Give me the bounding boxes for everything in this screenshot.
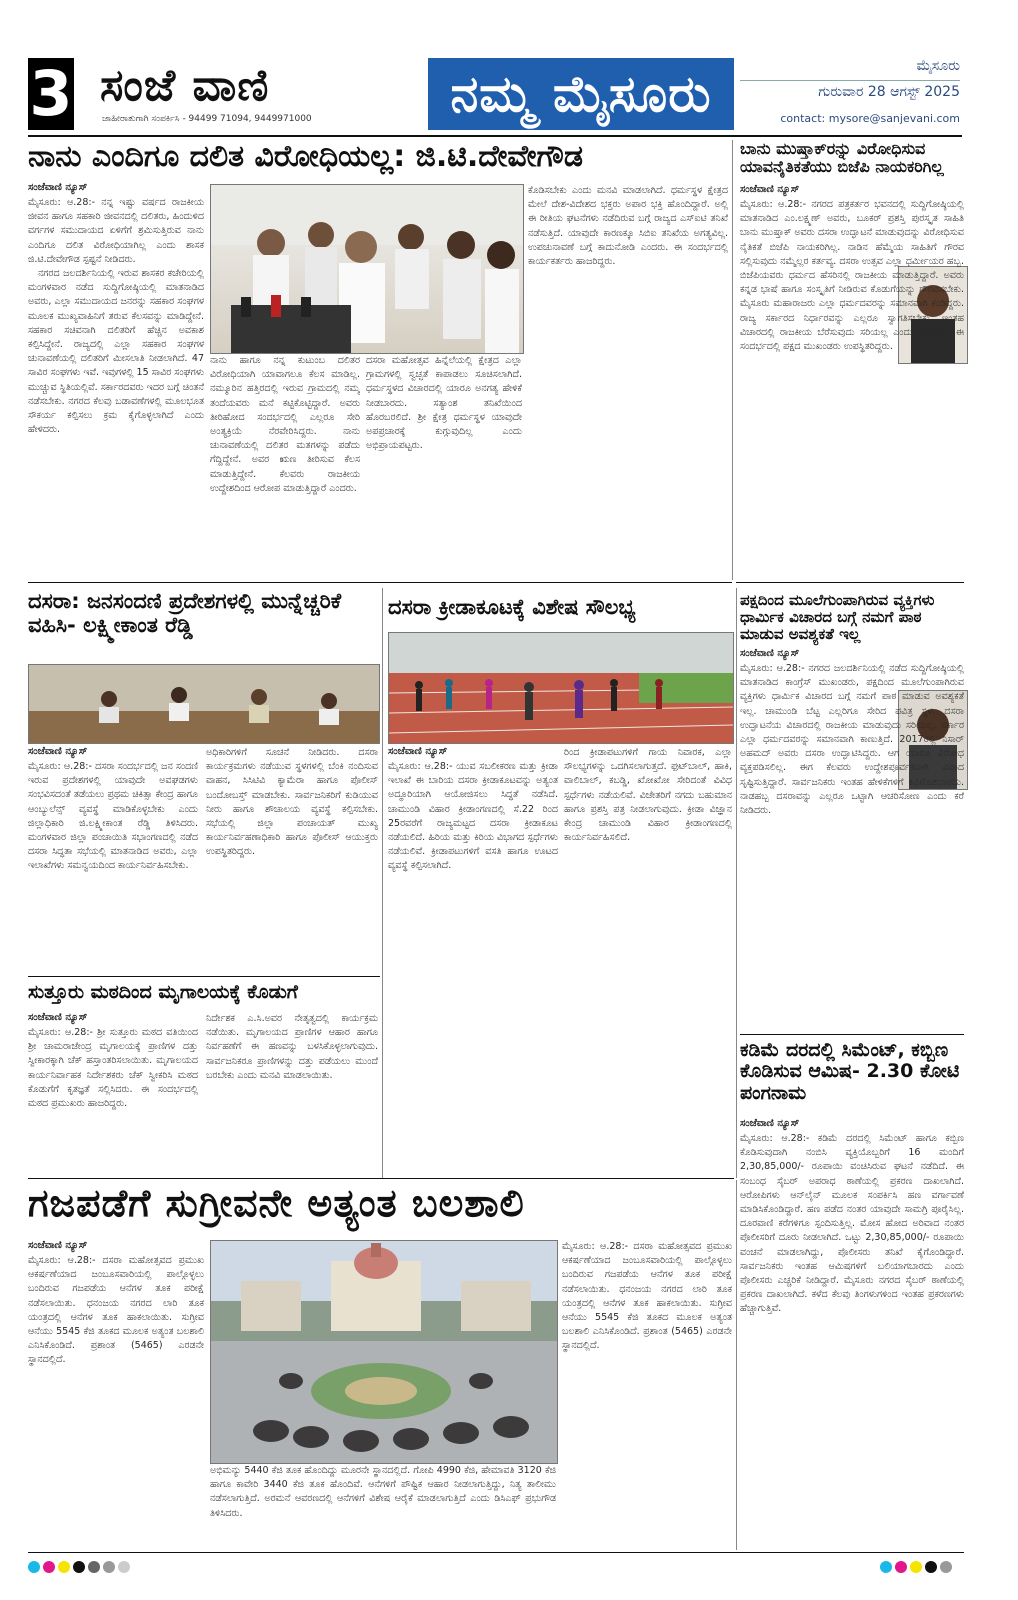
byline-banu: ಸಂಜೆವಾಣಿ ನ್ಯೂಸ್ xyxy=(740,184,800,195)
article-banu-body: ಮೈಸೂರು: ಆ.28:- ನಗರದ ಪತ್ರಕರ್ತರ ಭವನದಲ್ಲಿ ಸುದ್ದಿಗೋಷ್ಠಿಯಲ್ಲಿ ಮಾತನಾಡಿದ ಎಂ.ಲಕ್ಷ್ಮಣ್ ಅವರು, ಬೂಕರ್ ಪ್ರಶಸ್ತಿ ಪುರಸ್ಕೃತ ಸಾಹಿತಿ ಬಾನು ಮುಷ್ತಾಕ್ ಅವರು ದಸರಾ ಉದ್ಘಾಟನೆ ಮಾಡುವುದನ್ನು ವಿರೋಧಿಸುವ ನೈತಿಕತೆ ಬಿಜೆಪಿ ನಾಯಕರಿಗಿಲ್ಲ. ನಾಡಿನ ಹೆಮ್ಮೆಯ ಸಾಹಿತಿಗೆ ಗೌರವ ಸಲ್ಲಿಸುವುದು ನಮ್ಮೆಲ್ಲರ ಕರ್ತವ್ಯ. ದಸರಾ ಉತ್ಸವ ಎಲ್ಲಾ ಧರ್ಮೀಯರ ಹಬ್ಬ. ಬಿಜೆಪಿಯವರು ಧರ್ಮದ ಹೆಸರಿನಲ್ಲಿ ರಾಜಕೀಯ ಮಾಡುತ್ತಿದ್ದಾರೆ. ಅವರು ಕನ್ನಡ ಭಾಷೆ ಹಾಗೂ ಸಂಸ್ಕೃತಿಗೆ ನೀಡಿರುವ ಕೊಡುಗೆಯನ್ನು ಗೌರವಿಸಬೇಕು. ಮೈಸೂರು ಮಹಾರಾಜರು ಎಲ್ಲಾ ಧರ್ಮದವರನ್ನು ಸಮಾನವಾಗಿ ಕಂಡಿದ್ದರು. ರಾಜ್ಯ ಸರ್ಕಾರದ ನಿರ್ಧಾರವನ್ನು ಎಲ್ಲರೂ ಸ್ವಾಗತಿಸಬೇಕು. ಇಂತಹ ವಿಚಾರದಲ್ಲಿ ರಾಜಕೀಯ ಬೆರೆಸುವುದು ಸರಿಯಲ್ಲ ಎಂದು ಹೇಳಿದರು. ಈ ಸಂದರ್ಭದಲ್ಲಿ ಪಕ್ಷದ ಮುಖಂಡರು ಉಪಸ್ಥಿತರಿದ್ದರು. xyxy=(740,199,964,353)
article-cement-body: ಮೈಸೂರು: ಆ.28:- ಕಡಿಮೆ ದರದಲ್ಲಿ ಸಿಮೆಂಟ್ ಹಾಗೂ ಕಬ್ಬಿಣ ಕೊಡಿಸುವುದಾಗಿ ನಂಬಿಸಿ ವ್ಯಕ್ತಿಯೊಬ್ಬರಿಗೆ 16 ಮಂದಿಗೆ 2,30,85,000/- ರೂಪಾಯಿ ವಂಚಿಸಿರುವ ಘಟನೆ ನಡೆದಿದೆ. ಈ ಸಂಬಂಧ ಸೈಬರ್ ಅಪರಾಧ ಠಾಣೆಯಲ್ಲಿ ಪ್ರಕರಣ ದಾಖಲಾಗಿದೆ. ಆರೋಪಿಗಳು ಆನ್‌ಲೈನ್ ಮೂಲಕ ಸಂಪರ್ಕಿಸಿ ಹಣ ವರ್ಗಾವಣೆ ಮಾಡಿಸಿಕೊಂಡಿದ್ದಾರೆ. ಹಣ ಪಡೆದ ನಂತರ ಯಾವುದೇ ಸಾಮಗ್ರಿ ಪೂರೈಸಿಲ್ಲ. ದೂರವಾಣಿ ಕರೆಗಳಿಗೂ ಸ್ಪಂದಿಸುತ್ತಿಲ್ಲ. ಮೋಸ ಹೋದ ಅರಿವಾದ ನಂತರ ಪೊಲೀಸರಿಗೆ ದೂರು ನೀಡಲಾಗಿದೆ. ಒಟ್ಟು 2,30,85,000/- ರೂಪಾಯಿ ವಂಚನೆ ಮಾಡಲಾಗಿದ್ದು, ಪೊಲೀಸರು ತನಿಖೆ ಕೈಗೊಂಡಿದ್ದಾರೆ. ಸಾರ್ವಜನಿಕರು ಇಂತಹ ಆಮಿಷಗಳಿಗೆ ಬಲಿಯಾಗಬಾರದು ಎಂದು ಪೊಲೀಸರು ಎಚ್ಚರಿಕೆ ನೀಡಿದ್ದಾರೆ. ಮೈಸೂರು ನಗರದ ಸೈಬರ್ ಠಾಣೆಯಲ್ಲಿ ಪ್ರಕರಣ ದಾಖಲಾಗಿದೆ. ಕಳೆದ ಕೆಲವು ತಿಂಗಳುಗಳಿಂದ ಇಂತಹ ಪ್ರಕರಣಗಳು ಹೆಚ್ಚಾಗುತ್ತಿವೆ. xyxy=(740,1133,964,1315)
masthead-tagline: ಜಾಹೀರಾತುಗಾಗಿ ಸಂಪರ್ಕಿಸಿ - 94499 71094, 9449971000 xyxy=(102,114,312,124)
article-dasara-safety-col1: ಮೈಸೂರು: ಆ.28:- ದಸರಾ ಸಂದರ್ಭದಲ್ಲಿ ಜನ ಸಂದಣಿ ಇರುವ ಪ್ರದೇಶಗಳಲ್ಲಿ ಯಾವುದೇ ಅವಘಡಗಳು ಸಂಭವಿಸದಂತೆ ತಡೆಯಲು ಪ್ರಥಮ ಚಿಕಿತ್ಸಾ ಕೇಂದ್ರ ಹಾಗೂ ಆಂಬ್ಯುಲೆನ್ಸ್ ವ್ಯವಸ್ಥೆ ಮಾಡಿಕೊಳ್ಳಬೇಕು ಎಂದು ಜಿಲ್ಲಾಧಿಕಾರಿ ಜಿ.ಲಕ್ಷ್ಮೀಕಾಂತ ರೆಡ್ಡಿ ತಿಳಿಸಿದರು. ಮಂಗಳವಾರ ಜಿಲ್ಲಾ ಪಂಚಾಯಿತಿ ಸಭಾಂಗಣದಲ್ಲಿ ನಡೆದ ದಸರಾ ಸಿದ್ಧತಾ ಸಭೆಯಲ್ಲಿ ಮಾತನಾಡಿದ ಅವರು, ಎಲ್ಲಾ ಇಲಾಖೆಗಳು ಸಮನ್ವಯದಿಂದ ಕಾರ್ಯನಿರ್ವಹಿಸಬೇಕು. xyxy=(28,761,198,872)
section-divider xyxy=(28,976,380,977)
byline-elephant: ಸಂಜೆವಾಣಿ ನ್ಯೂಸ್ xyxy=(28,1240,88,1251)
article-gtd-col4: ಕೊಡಿಸಬೇಕು ಎಂದು ಮನವಿ ಮಾಡಲಾಗಿದೆ. ಧರ್ಮಸ್ಥಳ ಕ್ಷೇತ್ರದ ಮೇಲೆ ದೇಶ-ವಿದೇಶದ ಭಕ್ತರು ಅಪಾರ ಭಕ್ತಿ ಹೊಂದಿದ್ದಾರೆ. ಅಲ್ಲಿ ಈ ರೀತಿಯ ಘಟನೆಗಳು ನಡೆದಿರುವ ಬಗ್ಗೆ ರಾಜ್ಯದ ಎಸ್ಐಟಿ ತನಿಖೆ ನಡೆಸುತ್ತಿದೆ. ಯಾವುದೇ ಕಾರಣಕ್ಕೂ ಸಿಬಿಐ ತನಿಖೆಯ ಅಗತ್ಯವಿಲ್ಲ. ಉಪಚುನಾವಣೆ ಬಗ್ಗೆ ಕಾದುನೋಡಿ ಎಂದರು. ಈ ಸಂದರ್ಭದಲ್ಲಿ ಕಾರ್ಯಕರ್ತರು ಹಾಜರಿದ್ದರು. xyxy=(528,185,728,268)
article-gtd-col3: ದಸರಾ ಮಹೋತ್ಸವ ಹಿನ್ನೆಲೆಯಲ್ಲಿ ಕ್ಷೇತ್ರದ ಎಲ್ಲಾ ಗ್ರಾಮಗಳಲ್ಲಿ ಸ್ವಚ್ಛತೆ ಕಾಪಾಡಲು ಸೂಚಿಸಲಾಗಿದೆ. ಧರ್ಮಸ್ಥಳದ ವಿಚಾರದಲ್ಲಿ ಯಾರೂ ಅನಗತ್ಯ ಹೇಳಿಕೆ ನೀಡಬಾರದು. ಸತ್ಯಾಂಶ ತನಿಖೆಯಿಂದ ಹೊರಬರಲಿದೆ. ಶ್ರೀ ಕ್ಷೇತ್ರ ಧರ್ಮಸ್ಥಳ ಯಾವುದೇ ಅಪಪ್ರಚಾರಕ್ಕೆ ಕುಗ್ಗುವುದಿಲ್ಲ ಎಂದು ಅಭಿಪ್ರಾಯಪಟ್ಟರು. xyxy=(366,355,522,452)
headline-sports: ದಸರಾ ಕ್ರೀಡಾಕೂಟಕ್ಕೆ ವಿಶೇಷ ಸೌಲಭ್ಯ xyxy=(388,595,636,619)
edition-city: ಮೈಸೂರು xyxy=(916,58,960,74)
section-divider xyxy=(28,1178,734,1179)
article-dasara-safety-col2: ಅಧಿಕಾರಿಗಳಿಗೆ ಸೂಚನೆ ನೀಡಿದರು. ದಸರಾ ಕಾರ್ಯಕ್ರಮಗಳು ನಡೆಯುವ ಸ್ಥಳಗಳಲ್ಲಿ ಬೆಂಕಿ ನಂದಿಸುವ ವಾಹನ, ಸಿಸಿಟಿವಿ ಕ್ಯಾಮೆರಾ ಹಾಗೂ ಪೊಲೀಸ್ ಬಂದೋಬಸ್ತ್ ಮಾಡಬೇಕು. ಸಾರ್ವಜನಿಕರಿಗೆ ಕುಡಿಯುವ ನೀರು ಹಾಗೂ ಶೌಚಾಲಯ ವ್ಯವಸ್ಥೆ ಕಲ್ಪಿಸಬೇಕು. ಸಭೆಯಲ್ಲಿ ಜಿಲ್ಲಾ ಪಂಚಾಯತ್ ಮುಖ್ಯ ಕಾರ್ಯನಿರ್ವಹಣಾಧಿಕಾರಿ ಹಾಗೂ ಪೊಲೀಸ್ ಆಯುಕ್ತರು ಉಪಸ್ಥಿತರಿದ್ದರು. xyxy=(206,747,378,858)
photo-gtd-press-meet xyxy=(210,184,524,354)
color-registration-bar xyxy=(28,1561,130,1575)
headline-cement: ಕಡಿಮೆ ದರದಲ್ಲಿ ಸಿಮೆಂಟ್, ಕಬ್ಬಿಣ ಕೊಡಿಸುವ ಆಮಿಷ- 2.30 ಕೋಟಿ ಪಂಗನಾಮ xyxy=(740,1039,960,1104)
article-sports-col1: ಮೈಸೂರು: ಆ.28:- ಯುವ ಸಬಲೀಕರಣ ಮತ್ತು ಕ್ರೀಡಾ ಇಲಾಖೆ ಈ ಬಾರಿಯ ದಸರಾ ಕ್ರೀಡಾಕೂಟವನ್ನು ಅತ್ಯಂತ ಅದ್ಧೂರಿಯಾಗಿ ಆಯೋಜಿಸಲು ಸಿದ್ಧತೆ ನಡೆಸಿದೆ. ಚಾಮುಂಡಿ ವಿಹಾರ ಕ್ರೀಡಾಂಗಣದಲ್ಲಿ ಸೆ.22 ರಿಂದ 25ರವರೆಗೆ ರಾಜ್ಯಮಟ್ಟದ ದಸರಾ ಕ್ರೀಡಾಕೂಟ ನಡೆಯಲಿದೆ. ಹಿರಿಯ ಮತ್ತು ಕಿರಿಯ ವಿಭಾಗದ ಸ್ಪರ್ಧೆಗಳು ನಡೆಯಲಿವೆ. ಕ್ರೀಡಾಪಟುಗಳಿಗೆ ವಸತಿ ಹಾಗೂ ಊಟದ ವ್ಯವಸ್ಥೆ ಕಲ್ಪಿಸಲಾಗಿದೆ. xyxy=(388,761,558,872)
byline-temple: ಸಂಜೆವಾಣಿ ನ್ಯೂಸ್ xyxy=(740,648,800,659)
masthead-divider xyxy=(28,135,962,137)
column-divider xyxy=(732,140,733,580)
byline-sports: ಸಂಜೆವಾಣಿ ನ್ಯೂಸ್ xyxy=(388,746,448,757)
article-temple-body: ಮೈಸೂರು: ಆ.28:- ನಗರದ ಜಲದರ್ಶಿನಿಯಲ್ಲಿ ನಡೆದ ಸುದ್ದಿಗೋಷ್ಠಿಯಲ್ಲಿ ಮಾತನಾಡಿದ ಕಾಂಗ್ರೆಸ್ ಮುಖಂಡರು, ಪಕ್ಷದಿಂದ ಮೂಲೆಗುಂಪಾಗಿರುವ ವ್ಯಕ್ತಿಗಳು ಧಾರ್ಮಿಕ ವಿಚಾರದ ಬಗ್ಗೆ ನಮಗೆ ಪಾಠ ಮಾಡುವ ಅವಶ್ಯಕತೆ ಇಲ್ಲ. ಚಾಮುಂಡಿ ಬೆಟ್ಟ ಎಲ್ಲರಿಗೂ ಸೇರಿದ ಪವಿತ್ರ ಸ್ಥಳ. ದಸರಾ ಉದ್ಘಾಟನೆಯ ವಿಚಾರದಲ್ಲಿ ರಾಜಕೀಯ ಮಾಡುವುದು ಸರಿಯಲ್ಲ. ಸರ್ಕಾರ ಎಲ್ಲಾ ಧರ್ಮದವರನ್ನು ಸಮಾನವಾಗಿ ಕಾಣುತ್ತಿದೆ. 2017ರಲ್ಲಿ ನಿಸಾರ್ ಅಹಮದ್ ಅವರು ದಸರಾ ಉದ್ಘಾಟಿಸಿದ್ದರು. ಆಗ ಯಾರೂ ವಿರೋಧ ವ್ಯಕ್ತಪಡಿಸಲಿಲ್ಲ. ಈಗ ಕೆಲವರು ಉದ್ದೇಶಪೂರ್ವಕವಾಗಿ ವಿವಾದ ಸೃಷ್ಟಿಸುತ್ತಿದ್ದಾರೆ. ಸಾರ್ವಜನಿಕರು ಇಂತಹ ಹೇಳಿಕೆಗಳಿಗೆ ಕಿವಿಗೊಡಬಾರದು. ನಾಡಹಬ್ಬ ದಸರಾವನ್ನು ಎಲ್ಲರೂ ಒಟ್ಟಾಗಿ ಆಚರಿಸೋಣ ಎಂದು ಕರೆ ನೀಡಿದರು. xyxy=(740,663,964,817)
article-elephant-col2: ಅಭಿಮನ್ಯು 5440 ಕೆಜಿ ತೂಕ ಹೊಂದಿದ್ದು ಮೂರನೇ ಸ್ಥಾನದಲ್ಲಿದೆ. ಗೋಪಿ 4990 ಕೆಜಿ, ಹೇಮಾವತಿ 3120 ಕೆಜಿ ಹಾಗೂ ಕಾವೇರಿ 3440 ಕೆಜಿ ತೂಕ ಹೊಂದಿವೆ. ಆನೆಗಳಿಗೆ ಪೌಷ್ಟಿಕ ಆಹಾರ ನೀಡಲಾಗುತ್ತಿದ್ದು, ನಿತ್ಯ ತಾಲೀಮು ನಡೆಸಲಾಗುತ್ತಿದೆ. ಅರಮನೆ ಆವರಣದಲ್ಲಿ ಆನೆಗಳಿಗೆ ವಿಶೇಷ ಆರೈಕೆ ಮಾಡಲಾಗುತ್ತಿದೆ ಎಂದು ಡಿಸಿಎಫ್ ಪ್ರಭುಗೌಡ ತಿಳಿಸಿದರು. xyxy=(210,1465,556,1519)
edition-date: ಗುರುವಾರ 28 ಆಗಸ್ಟ್ 2025 xyxy=(740,80,960,100)
section-divider xyxy=(740,1034,964,1035)
headline-temple: ಪಕ್ಷದಿಂದ ಮೂಲೆಗುಂಪಾಗಿರುವ ವ್ಯಕ್ತಿಗಳು ಧಾರ್ಮಿಕ ವಿಚಾರದ ಬಗ್ಗೆ ನಮಗೆ ಪಾಠ ಮಾಡುವ ಅವಶ್ಯಕತೆ ಇಲ್ಲ xyxy=(740,591,935,643)
footer-divider xyxy=(28,1552,964,1553)
photo-sports-race xyxy=(388,632,734,744)
swatch xyxy=(895,1561,907,1573)
swatch xyxy=(880,1561,892,1573)
article-suttur-col2: ನಿರ್ದೇಶಕ ಎ.ಸಿ.ಅವರ ನೇತೃತ್ವದಲ್ಲಿ ಕಾರ್ಯಕ್ರಮ ನಡೆಯಿತು. ಮೃಗಾಲಯದ ಪ್ರಾಣಿಗಳ ಆಹಾರ ಹಾಗೂ ನಿರ್ವಹಣೆಗೆ ಈ ಹಣವನ್ನು ಬಳಸಿಕೊಳ್ಳಲಾಗುವುದು. ಸಾರ್ವಜನಿಕರೂ ಪ್ರಾಣಿಗಳನ್ನು ದತ್ತು ಪಡೆಯಲು ಮುಂದೆ ಬರಬೇಕು ಎಂದು ಮನವಿ ಮಾಡಲಾಯಿತು. xyxy=(206,1013,378,1081)
paper-name: ಸಂಜೆ ವಾಣಿ xyxy=(100,60,270,111)
color-registration-bar-right xyxy=(880,1561,952,1575)
article-suttur-col1: ಮೈಸೂರು: ಆ.28:- ಶ್ರೀ ಸುತ್ತೂರು ಮಠದ ವತಿಯಿಂದ ಶ್ರೀ ಚಾಮರಾಜೇಂದ್ರ ಮೃಗಾಲಯಕ್ಕೆ ಪ್ರಾಣಿಗಳ ದತ್ತು ಸ್ವೀಕಾರಕ್ಕಾಗಿ ಚೆಕ್ ಹಸ್ತಾಂತರಿಸಲಾಯಿತು. ಮೃಗಾಲಯದ ಕಾರ್ಯನಿರ್ವಾಹಕ ನಿರ್ದೇಶಕರು ಚೆಕ್ ಸ್ವೀಕರಿಸಿ ಮಠದ ಕೊಡುಗೆಗೆ ಕೃತಜ್ಞತೆ ಸಲ್ಲಿಸಿದರು. ಈ ಸಂದರ್ಭದಲ್ಲಿ ಮಠದ ಪ್ರಮುಖರು ಹಾಜರಿದ್ದರು. xyxy=(28,1027,198,1110)
headline-banu: ಬಾನು ಮುಷ್ತಾಕ್‌ರನ್ನು ವಿರೋಧಿಸುವ ಯಾವನೈತಿಕತೆಯು ಬಿಜೆಪಿ ನಾಯಕರಿಗಿಲ್ಲ xyxy=(740,139,944,176)
swatch xyxy=(118,1561,130,1573)
article-gtd-col1: ಮೈಸೂರು: ಆ.28:- ನನ್ನ ಇಷ್ಟು ವರ್ಷದ ರಾಜಕೀಯ ಜೀವನ ಹಾಗೂ ಸಹಕಾರಿ ಜೀವನದಲ್ಲಿ ದಲಿತರು, ಹಿಂದುಳಿದ ವರ್ಗಗಳ ಸಮುದಾಯದ ಏಳಿಗೆಗೆ ಶ್ರಮಿಸುತ್ತಿರುವ ನಾನು ಎಂದಿಗೂ ದಲಿತ ವಿರೋಧಿಯಾಗಿಲ್ಲ ಎಂದು ಶಾಸಕ ಜಿ.ಟಿ.ದೇವೇಗೌಡ ಸ್ಪಷ್ಟನೆ ನೀಡಿದರು. ನಗರದ ಜಲದರ್ಶಿನಿಯಲ್ಲಿ ಇರುವ ಶಾಸಕರ ಕಚೇರಿಯಲ್ಲಿ ಮಂಗಳವಾರ ನಡೆದ ಸುದ್ದಿಗೋಷ್ಠಿಯಲ್ಲಿ ಮಾತನಾಡಿದ ಅವರು, ಎಲ್ಲಾ ಸಮುದಾಯದ ಜನರನ್ನು ಸಹಕಾರ ಸಂಘಗಳ ಮೂಲಕ ಮುಖ್ಯವಾಹಿನಿಗೆ ತರುವ ಕೆಲಸವನ್ನು ಮಾಡಿದ್ದೇನೆ. ಸಹಕಾರ ಸಚಿವನಾಗಿ ದಲಿತರಿಗೆ ಹೆಚ್ಚಿನ ಅವಕಾಶ ಕಲ್ಪಿಸಿದ್ದೇನೆ. ರಾಜ್ಯದಲ್ಲಿ ಎಲ್ಲಾ ಸಹಕಾರ ಸಂಘಗಳ ಚುನಾವಣೆಯಲ್ಲಿ ದಲಿತರಿಗೆ ಮೀಸಲಾತಿ ನೀಡಲಾಗಿದೆ. 47 ಸಾವಿರ ಸಂಘಗಳು ಇವೆ. ಇವುಗಳಲ್ಲಿ 15 ಸಾವಿರ ಸಂಘಗಳು ಮುಚ್ಚುವ ಸ್ಥಿತಿಯಲ್ಲಿವೆ. ಸರ್ಕಾರದವರು ಇದರ ಬಗ್ಗೆ ಚಿಂತನೆ ನಡೆಸಬೇಕು. ನಗರದ ಕೆಲವು ಬಡಾವಣೆಗಳಲ್ಲಿ ಮೂಲಭೂತ ಸೌಕರ್ಯ ಕಲ್ಪಿಸಲು ಕ್ರಮ ಕೈಗೊಳ್ಳಲಾಗಿದೆ ಎಂದು ಹೇಳಿದರು. xyxy=(28,197,204,436)
column-divider xyxy=(382,588,383,1178)
headline-gtd: ನಾನು ಎಂದಿಗೂ ದಲಿತ ವಿರೋಧಿಯಲ್ಲ: ಜಿ.ಟಿ.ದೇವೇಗೌಡ xyxy=(28,139,584,174)
article-elephant-col3: ಮೈಸೂರು: ಆ.28:- ದಸರಾ ಮಹೋತ್ಸವದ ಪ್ರಮುಖ ಆಕರ್ಷಣೆಯಾದ ಜಂಬೂಸವಾರಿಯಲ್ಲಿ ಪಾಲ್ಗೊಳ್ಳಲು ಬಂದಿರುವ ಗಜಪಡೆಯ ಆನೆಗಳ ತೂಕ ಪರೀಕ್ಷೆ ನಡೆಸಲಾಯಿತು. ಧನಂಜಯ ನಗರದ ಲಾರಿ ತೂಕ ಯಂತ್ರದಲ್ಲಿ ಆನೆಗಳ ತೂಕ ಹಾಕಲಾಯಿತು. ಸುಗ್ರೀವ ಆನೆಯು 5545 ಕೆಜಿ ತೂಕದ ಮೂಲಕ ಅತ್ಯಂತ ಬಲಶಾಲಿ ಎನಿಸಿಕೊಂಡಿದೆ. ಪ್ರಶಾಂತ (5465) ಎರಡನೇ ಸ್ಥಾನದಲ್ಲಿದೆ. xyxy=(562,1241,732,1352)
byline-dasara-safety: ಸಂಜೆವಾಣಿ ನ್ಯೂಸ್ xyxy=(28,746,88,757)
column-divider xyxy=(736,1180,737,1550)
section-divider-right xyxy=(736,582,964,583)
column-divider xyxy=(736,588,737,1178)
byline-cement: ಸಂಜೆವಾಣಿ ನ್ಯೂಸ್ xyxy=(740,1118,800,1129)
swatch xyxy=(28,1561,40,1573)
byline-gtd: ಸಂಜೆವಾಣಿ ನ್ಯೂಸ್ xyxy=(28,182,88,193)
photo-dasara-meeting xyxy=(28,664,380,744)
swatch xyxy=(88,1561,100,1573)
byline-suttur: ಸಂಜೆವಾಣಿ ನ್ಯೂಸ್ xyxy=(28,1012,88,1023)
headline-dasara-safety: ದಸರಾ: ಜನಸಂದಣಿ ಪ್ರದೇಶಗಳಲ್ಲಿ ಮುನ್ನೆಚ್ಚರಿಕೆ ವಹಿಸಿ- ಲಕ್ಷ್ಮೀಕಾಂತ ರೆಡ್ಡಿ xyxy=(28,589,342,637)
page-number: 3 xyxy=(29,57,73,130)
swatch xyxy=(103,1561,115,1573)
swatch xyxy=(940,1561,952,1573)
article-sports-col2: ರಿಂದ ಕ್ರೀಡಾಪಟುಗಳಿಗೆ ಗಾಯ ನಿವಾರಕ, ಎಲ್ಲಾ ಸೌಲಭ್ಯಗಳನ್ನು ಒದಗಿಸಲಾಗುತ್ತದೆ. ಫುಟ್‌ಬಾಲ್, ಹಾಕಿ, ವಾಲಿಬಾಲ್, ಕಬಡ್ಡಿ, ಖೋಖೋ ಸೇರಿದಂತೆ ವಿವಿಧ ಸ್ಪರ್ಧೆಗಳು ನಡೆಯಲಿವೆ. ವಿಜೇತರಿಗೆ ನಗದು ಬಹುಮಾನ ಹಾಗೂ ಪ್ರಶಸ್ತಿ ಪತ್ರ ನೀಡಲಾಗುವುದು. ಕ್ರೀಡಾ ವಿಜ್ಞಾನ ಕೇಂದ್ರ ಚಾಮುಂಡಿ ವಿಹಾರ ಕ್ರೀಡಾಂಗಣದಲ್ಲಿ ಕಾರ್ಯನಿರ್ವಹಿಸಲಿದೆ. xyxy=(564,747,732,844)
article-gtd-col2: ನಾನು ಹಾಗೂ ನನ್ನ ಕುಟುಂಬ ದಲಿತರ ವಿರೋಧಿಯಾಗಿ ಯಾವಾಗಲೂ ಕೆಲಸ ಮಾಡಿಲ್ಲ. ನಮ್ಮೂರಿನ ಹತ್ತಿರದಲ್ಲಿ ಇರುವ ಗ್ರಾಮದಲ್ಲಿ ನಮ್ಮ ತಂದೆಯವರು ಮನೆ ಕಟ್ಟಿಕೊಟ್ಟಿದ್ದಾರೆ. ಅವರು ತೀರಿಹೋದ ಸಂದರ್ಭದಲ್ಲಿ ಎಲ್ಲರೂ ಸೇರಿ ಅಂತ್ಯಕ್ರಿಯೆ ನೆರವೇರಿಸಿದ್ದರು. ನಾನು ಚುನಾವಣೆಯಲ್ಲಿ ದಲಿತರ ಮತಗಳನ್ನು ಪಡೆದು ಗೆದ್ದಿದ್ದೇನೆ. ಅವರ ಋಣ ತೀರಿಸುವ ಕೆಲಸ ಮಾಡುತ್ತಿದ್ದೇನೆ. ಕೆಲವರು ರಾಜಕೀಯ ಉದ್ದೇಶದಿಂದ ಆರೋಪ ಮಾಡುತ್ತಿದ್ದಾರೆ ಎಂದರು. xyxy=(210,355,360,494)
headline-elephant: ಗಜಪಡೆಗೆ ಸುಗ್ರೀವನೇ ಅತ್ಯಂತ ಬಲಶಾಲಿ xyxy=(28,1181,525,1225)
swatch xyxy=(58,1561,70,1573)
swatch xyxy=(910,1561,922,1573)
section-divider xyxy=(28,582,732,583)
headline-suttur: ಸುತ್ತೂರು ಮಠದಿಂದ ಮೃಗಾಲಯಕ್ಕೆ ಕೊಡುಗೆ xyxy=(28,981,298,1003)
edition-title: ನಮ್ಮ ಮೈಸೂರು xyxy=(428,58,734,130)
swatch xyxy=(925,1561,937,1573)
article-elephant-col1: ಮೈಸೂರು: ಆ.28:- ದಸರಾ ಮಹೋತ್ಸವದ ಪ್ರಮುಖ ಆಕರ್ಷಣೆಯಾದ ಜಂಬೂಸವಾರಿಯಲ್ಲಿ ಪಾಲ್ಗೊಳ್ಳಲು ಬಂದಿರುವ ಗಜಪಡೆಯ ಆನೆಗಳ ತೂಕ ಪರೀಕ್ಷೆ ನಡೆಸಲಾಯಿತು. ಧನಂಜಯ ನಗರದ ಲಾರಿ ತೂಕ ಯಂತ್ರದಲ್ಲಿ ಆನೆಗಳ ತೂಕ ಹಾಕಲಾಯಿತು. ಸುಗ್ರೀವ ಆನೆಯು 5545 ಕೆಜಿ ತೂಕದ ಮೂಲಕ ಅತ್ಯಂತ ಬಲಶಾಲಿ ಎನಿಸಿಕೊಂಡಿದೆ. ಪ್ರಶಾಂತ (5465) ಎರಡನೇ ಸ್ಥಾನದಲ್ಲಿದೆ. xyxy=(28,1255,204,1366)
photo-elephant-procession xyxy=(210,1240,558,1464)
swatch xyxy=(43,1561,55,1573)
swatch xyxy=(73,1561,85,1573)
contact-email: contact: mysore@sanjevani.com xyxy=(780,112,960,125)
masthead-logo xyxy=(78,58,424,130)
